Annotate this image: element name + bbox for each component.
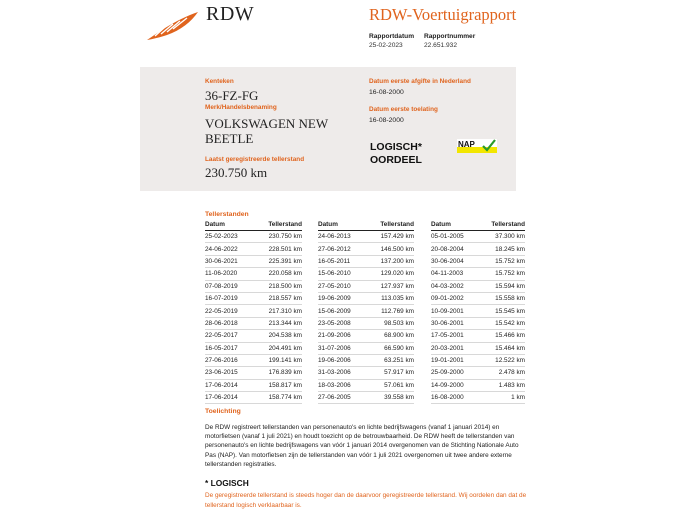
row-tellerstand: 15.542 km: [495, 319, 525, 327]
row-tellerstand: 1.483 km: [498, 381, 525, 389]
row-datum: 23-05-2008: [318, 319, 351, 327]
row-datum: 17-06-2014: [205, 381, 238, 389]
row-datum: 24-06-2013: [318, 233, 351, 241]
table-row: [318, 231, 414, 243]
tellerstanden-title: Tellerstanden: [205, 211, 249, 218]
table-row: [205, 305, 302, 317]
row-datum: 25-09-2000: [431, 369, 464, 377]
row-datum: 18-03-2006: [318, 381, 351, 389]
table-row: [431, 281, 525, 293]
row-datum: 10-09-2001: [431, 307, 464, 315]
row-tellerstand: 230.750 km: [268, 233, 302, 241]
eerste-afgifte-value: 16-08-2000: [369, 89, 404, 96]
nap-logo-text: NAP: [458, 140, 475, 149]
row-datum: 07-08-2019: [205, 282, 238, 290]
report-date-label: Rapportdatum: [369, 33, 415, 40]
row-datum: 19-06-2006: [318, 357, 351, 365]
row-tellerstand: 15.545 km: [495, 307, 525, 315]
row-datum: 22-05-2017: [205, 332, 238, 340]
row-datum: 16-08-2000: [431, 394, 464, 402]
header-datum: Datum: [205, 221, 225, 228]
table-row: [431, 380, 525, 392]
row-tellerstand: 113.035 km: [381, 295, 414, 303]
eerste-toelating-value: 16-08-2000: [369, 117, 404, 124]
row-datum: 19-06-2009: [318, 295, 351, 303]
row-datum: 15-06-2010: [318, 270, 351, 278]
table-row: [318, 281, 414, 293]
rdw-feather-logo-icon: [145, 10, 200, 42]
table-row: [205, 330, 302, 342]
row-datum: 27-06-2005: [318, 394, 351, 402]
header-datum: Datum: [431, 221, 451, 228]
table-row: [205, 380, 302, 392]
row-tellerstand: 12.522 km: [495, 357, 525, 365]
eerste-afgifte-label: Datum eerste afgifte in Nederland: [369, 78, 471, 85]
row-tellerstand: 204.491 km: [268, 344, 302, 352]
row-tellerstand: 228.501 km: [268, 245, 302, 253]
row-datum: 23-06-2015: [205, 369, 238, 377]
brand-name: RDW: [206, 3, 255, 25]
row-tellerstand: 15.558 km: [495, 295, 525, 303]
row-datum: 27-06-2012: [318, 245, 351, 253]
logisch-text: De geregistreerde tellerstand is steeds hoger dan de daarvoor geregistreerde tellerstand. Wij oordelen dan dat de tellerstand logisch verklaarbaar is.: [205, 492, 527, 509]
table-row: [318, 318, 414, 330]
row-tellerstand: 15.752 km: [495, 257, 525, 265]
row-datum: 16-05-2017: [205, 344, 238, 352]
row-tellerstand: 15.464 km: [495, 344, 525, 352]
laatste-tellerstand-value: 230.750 km: [205, 165, 268, 180]
row-datum: 15-06-2009: [318, 307, 351, 315]
row-tellerstand: 220.058 km: [268, 270, 302, 278]
row-tellerstand: 39.558 km: [384, 394, 414, 402]
table-row: [205, 231, 302, 243]
table-header: [205, 221, 302, 231]
row-datum: 31-03-2006: [318, 369, 351, 377]
header-datum: Datum: [318, 221, 338, 228]
row-tellerstand: 98.503 km: [384, 319, 414, 327]
row-tellerstand: 1 km: [511, 394, 525, 402]
row-datum: 11-06-2020: [205, 270, 238, 278]
table-row: [431, 268, 525, 280]
tellerstanden-table-col1: [205, 221, 302, 404]
row-datum: 20-08-2004: [431, 245, 464, 253]
table-header: [318, 221, 414, 231]
row-tellerstand: 158.817 km: [268, 381, 302, 389]
row-tellerstand: 18.245 km: [495, 245, 525, 253]
table-row: [318, 256, 414, 268]
row-datum: 22-05-2019: [205, 307, 238, 315]
row-tellerstand: 204.538 km: [268, 332, 302, 340]
oordeel-line-1: LOGISCH*: [370, 141, 422, 153]
oordeel-line-2: OORDEEL: [370, 154, 422, 166]
table-row: [205, 392, 302, 404]
table-row: [205, 243, 302, 255]
kenteken-label: Kenteken: [205, 78, 234, 85]
table-row: [205, 281, 302, 293]
tellerstanden-table-col2: [318, 221, 414, 404]
row-datum: 30-06-2021: [205, 257, 238, 265]
row-datum: 17-05-2001: [431, 332, 464, 340]
row-tellerstand: 157.429 km: [380, 233, 414, 241]
laatste-tellerstand-label: Laatst geregistreerde tellerstand: [205, 156, 305, 163]
table-row: [431, 305, 525, 317]
row-tellerstand: 127.937 km: [380, 282, 414, 290]
row-datum: 14-09-2000: [431, 381, 464, 389]
toelichting-title: Toelichting: [205, 408, 241, 415]
row-tellerstand: 137.200 km: [380, 257, 414, 265]
report-title: RDW-Voertuigrapport: [369, 5, 517, 24]
header-tellerstand: Tellerstand: [491, 221, 525, 228]
merk-label: Merk/Handelsbenaming: [205, 104, 277, 111]
row-tellerstand: 66.590 km: [384, 344, 414, 352]
header-tellerstand: Tellerstand: [380, 221, 414, 228]
row-tellerstand: 225.391 km: [268, 257, 302, 265]
row-datum: 04-03-2002: [431, 282, 464, 290]
row-datum: 09-01-2002: [431, 295, 464, 303]
table-row: [205, 256, 302, 268]
table-row: [431, 343, 525, 355]
row-tellerstand: 57.061 km: [384, 381, 414, 389]
table-row: [205, 367, 302, 379]
row-datum: 17-06-2014: [205, 394, 238, 402]
row-tellerstand: 158.774 km: [268, 394, 302, 402]
row-datum: 16-07-2019: [205, 295, 238, 303]
row-tellerstand: 68.900 km: [384, 332, 414, 340]
report-number-value: 22.651.932: [424, 42, 458, 49]
eerste-toelating-label: Datum eerste toelating: [369, 106, 438, 113]
table-row: [431, 330, 525, 342]
row-tellerstand: 217.310 km: [268, 307, 302, 315]
table-row: [431, 256, 525, 268]
table-row: [318, 392, 414, 404]
table-row: [318, 355, 414, 367]
table-row: [431, 231, 525, 243]
row-datum: 25-02-2023: [205, 233, 238, 241]
row-datum: 24-06-2022: [205, 245, 238, 253]
row-datum: 28-06-2018: [205, 319, 238, 327]
merk-value: VOLKSWAGEN NEW BEETLE: [205, 116, 328, 146]
row-datum: 27-06-2016: [205, 357, 238, 365]
report-number: [424, 32, 475, 50]
report-number-label: Rapportnummer: [424, 33, 476, 40]
table-row: [205, 268, 302, 280]
table-header: [431, 221, 525, 231]
table-row: [431, 367, 525, 379]
row-tellerstand: 176.839 km: [268, 369, 302, 377]
row-datum: 31-07-2006: [318, 344, 351, 352]
table-row: [318, 293, 414, 305]
tellerstanden-table-col3: [431, 221, 525, 404]
row-datum: 21-09-2006: [318, 332, 351, 340]
row-datum: 20-03-2001: [431, 344, 464, 352]
row-datum: 30-06-2001: [431, 319, 464, 327]
row-tellerstand: 218.500 km: [268, 282, 302, 290]
table-row: [431, 318, 525, 330]
table-row: [318, 305, 414, 317]
nap-check-icon: [457, 139, 497, 153]
report-date-value: 25-02-2023: [369, 42, 403, 49]
table-row: [431, 293, 525, 305]
row-datum: 16-05-2011: [318, 257, 351, 265]
row-datum: 30-06-2004: [431, 257, 464, 265]
header-tellerstand: Tellerstand: [268, 221, 302, 228]
row-tellerstand: 129.020 km: [380, 270, 414, 278]
row-tellerstand: 63.251 km: [384, 357, 414, 365]
table-row: [431, 243, 525, 255]
table-row: [205, 355, 302, 367]
report-date: [369, 32, 414, 50]
kenteken-value: 36-FZ-FG: [205, 88, 259, 103]
logisch-title: * LOGISCH: [205, 478, 249, 488]
row-tellerstand: 146.500 km: [380, 245, 414, 253]
row-tellerstand: 112.769 km: [381, 307, 414, 315]
oordeel-verdict: [370, 141, 422, 167]
row-datum: 05-01-2005: [431, 233, 464, 241]
row-datum: 27-05-2010: [318, 282, 351, 290]
table-row: [318, 330, 414, 342]
row-tellerstand: 15.466 km: [495, 332, 525, 340]
toelichting-text: De RDW registreert tellerstanden van personenauto's en lichte bedrijfswagens (vanaf 1 januari 2014) en motorfietsen (vanaf 1 juli 2021) en houdt toezicht op de betrouwbaarheid. De RDW heeft de tellerstanden van personenauto's en lichte bedrijfswagens van vóór 1 januari 2014 overgenomen van de Stichting Nationale Auto Pas (NAP). Van motorfietsen zijn de tellerstanden van vóór 1 juli 2021 overgenomen uit twee andere externe tellerstanden registraties.: [205, 424, 519, 468]
row-tellerstand: 2.478 km: [498, 369, 525, 377]
row-datum: 04-11-2003: [431, 270, 464, 278]
row-tellerstand: 37.300 km: [495, 233, 525, 241]
table-row: [318, 367, 414, 379]
table-row: [318, 380, 414, 392]
row-tellerstand: 15.594 km: [495, 282, 525, 290]
row-tellerstand: 213.344 km: [268, 319, 302, 327]
table-row: [431, 392, 525, 404]
row-datum: 19-01-2001: [431, 357, 464, 365]
row-tellerstand: 15.752 km: [495, 270, 525, 278]
table-row: [318, 243, 414, 255]
table-row: [205, 318, 302, 330]
row-tellerstand: 218.557 km: [268, 295, 302, 303]
table-row: [431, 355, 525, 367]
table-row: [205, 293, 302, 305]
table-row: [205, 343, 302, 355]
table-row: [318, 268, 414, 280]
row-tellerstand: 57.917 km: [384, 369, 414, 377]
row-tellerstand: 199.141 km: [268, 357, 302, 365]
table-row: [318, 343, 414, 355]
